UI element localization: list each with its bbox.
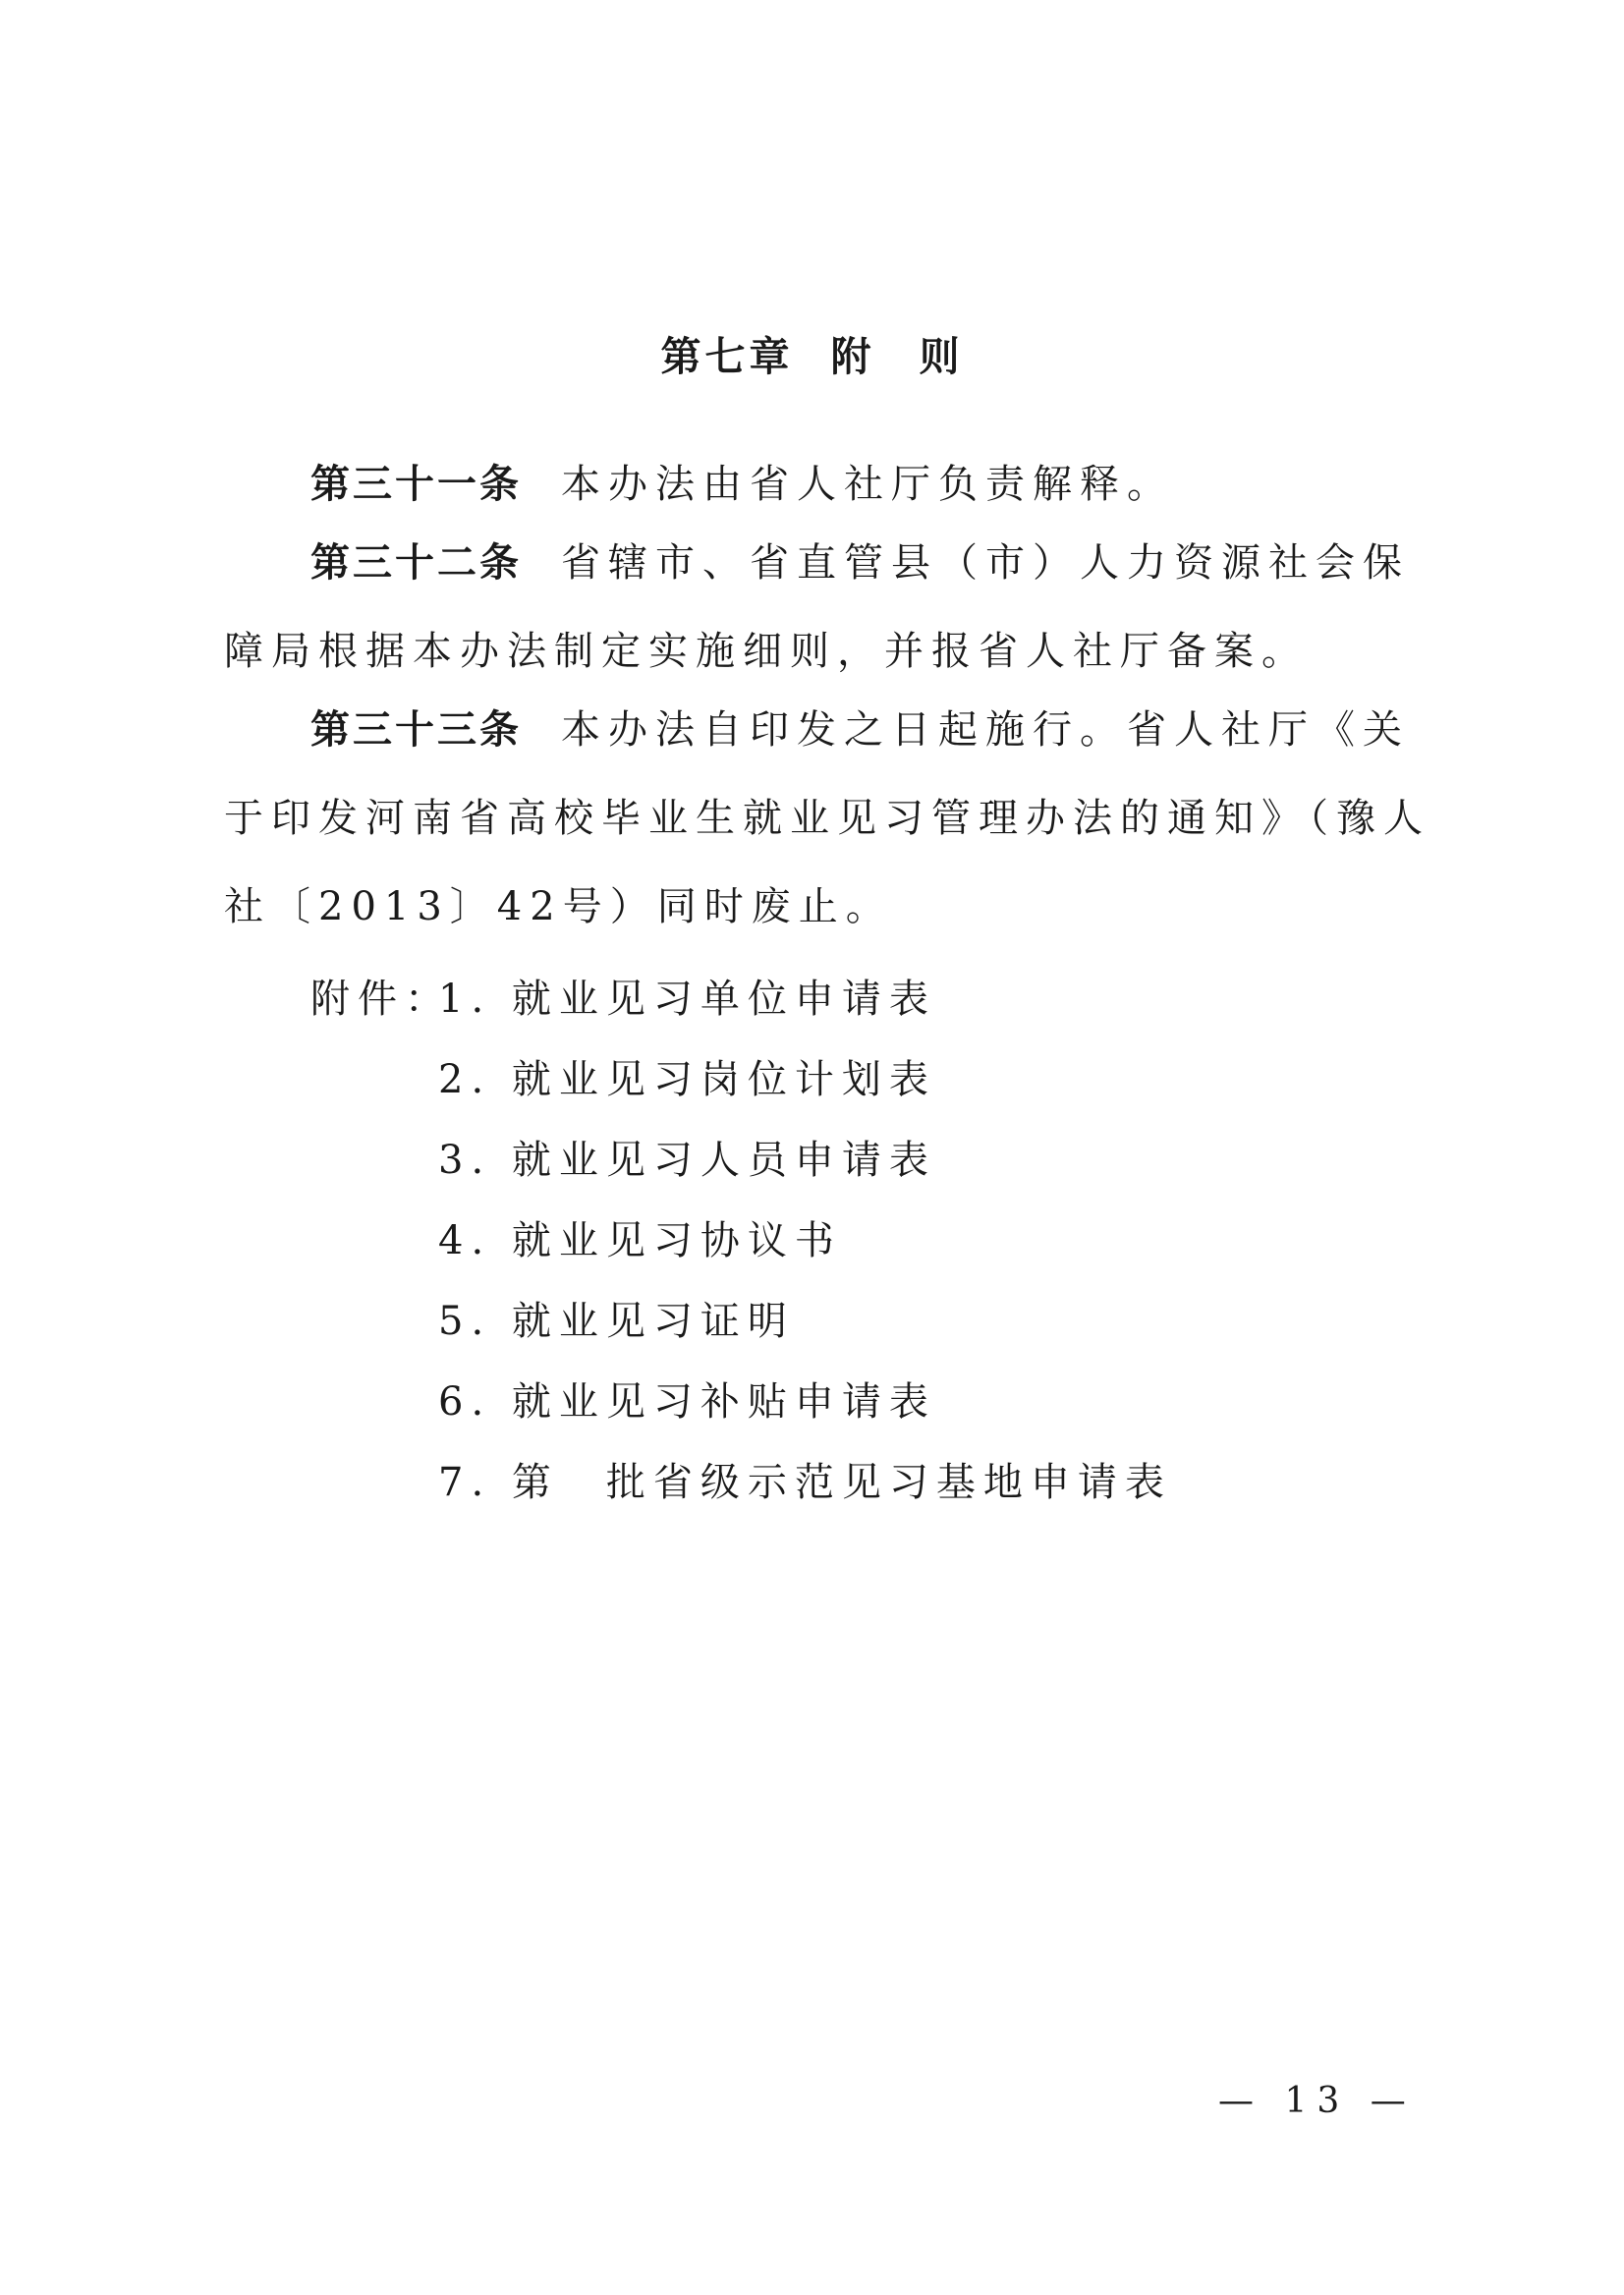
chapter-title (0, 324, 1624, 382)
attachment-item: 2. 就业见习岗位计划表 (438, 1057, 936, 1102)
attachment-item: 5. 就业见习证明 (438, 1299, 795, 1344)
chapter-name: 附 则 (830, 333, 964, 380)
article-number: 第三十二条 (310, 540, 522, 586)
attachment-item: 7. 第 批省级示范见习基地申请表 (438, 1460, 1172, 1505)
attachment-item: 4. 就业见习协议书 (438, 1218, 842, 1263)
attachment-item: 3. 就业见习人员申请表 (438, 1138, 936, 1183)
list-item (310, 1442, 1172, 1523)
article-text: 省辖市、省直管县（市）人力资源社会保障局根据本办法制定实施细则，并报省人社厅备案。 (224, 540, 1410, 674)
list-item (310, 1120, 1172, 1201)
attachment-item: 6. 就业见习补贴申请表 (438, 1379, 936, 1425)
article-number: 第三十一条 (310, 462, 522, 507)
article-number: 第三十三条 (310, 707, 522, 753)
page-number: — 13 — (1218, 2081, 1416, 2121)
list-item (310, 1362, 1172, 1442)
article-text: 本办法自印发之日起施行。省人社厅《关于印发河南省高校毕业生就业见习管理办法的通知》（豫人社〔2013〕42号）同时废止。 (224, 707, 1430, 929)
chapter-number: 第七章 (660, 333, 794, 380)
list-item (310, 1281, 1172, 1362)
attachment-label: 附件： (310, 977, 452, 1022)
article-33 (224, 686, 1442, 951)
article-text: 本办法由省人社厅负责解释。 (561, 462, 1174, 507)
list-item (310, 1201, 1172, 1281)
article-31 (224, 440, 1442, 529)
list-item (310, 1039, 1172, 1120)
attachment-item: 1. 就业见习单位申请表 (438, 977, 936, 1022)
attachment-list (310, 959, 1172, 1523)
list-item (310, 959, 1172, 1039)
article-32 (224, 519, 1442, 696)
